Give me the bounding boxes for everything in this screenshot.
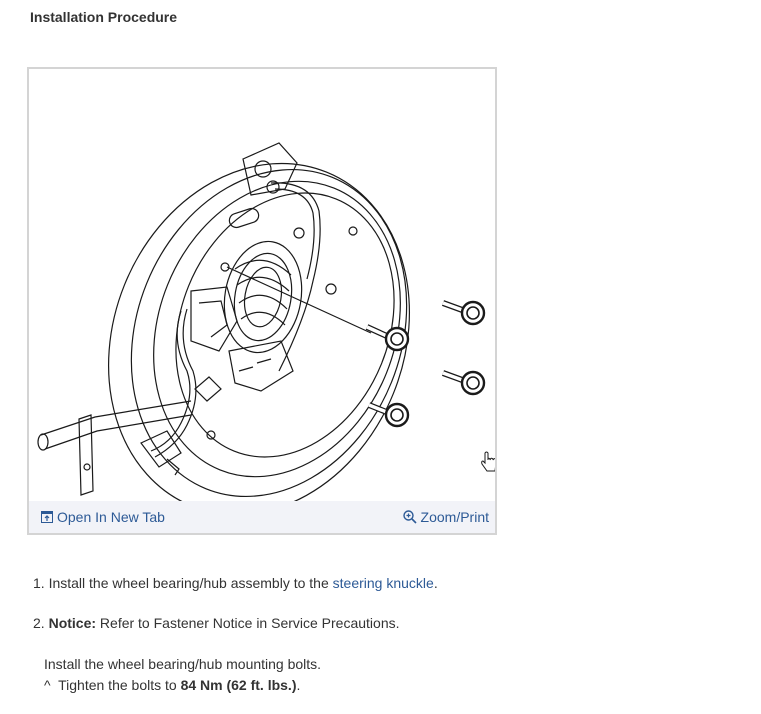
zoom-print-label: Zoom/Print <box>420 509 489 525</box>
open-in-new-tab-icon <box>41 511 53 523</box>
notice-label: Notice: <box>48 615 97 631</box>
tighten-bolts-line <box>44 677 300 693</box>
step-1 <box>33 575 438 591</box>
open-in-new-tab-button[interactable] <box>41 509 165 525</box>
zoom-print-button[interactable] <box>403 509 489 525</box>
step-text: Install the wheel bearing/hub assembly to the <box>48 575 333 591</box>
step-2 <box>33 615 400 631</box>
open-in-new-tab-label: Open In New Tab <box>57 509 165 525</box>
install-bolts-text: Install the wheel bearing/hub mounting bolts. <box>44 656 322 672</box>
tighten-end: . <box>296 677 301 693</box>
step-text-end: . <box>433 575 438 591</box>
figure-container <box>27 67 497 535</box>
bolt-upper-right <box>443 302 484 324</box>
hand-cursor-icon <box>482 452 495 471</box>
torque-value: 84 Nm (62 ft. lbs.) <box>180 677 297 693</box>
hub-assembly-illustration[interactable] <box>31 71 495 503</box>
figure-toolbar <box>29 501 495 533</box>
steering-knuckle-link[interactable]: steering knuckle <box>332 575 434 591</box>
step-number: 1. <box>33 575 45 591</box>
bolt-lower-right <box>443 372 484 394</box>
step-number: 2. <box>33 615 45 631</box>
bullet-marker: ^ <box>44 677 51 693</box>
zoom-icon <box>403 510 417 524</box>
tighten-text: Tighten the bolts to <box>58 677 181 693</box>
bolt-upper-left <box>367 327 408 350</box>
notice-text: Refer to Fastener Notice in Service Precautions. <box>96 615 400 631</box>
page-heading: Installation Procedure <box>30 9 178 25</box>
